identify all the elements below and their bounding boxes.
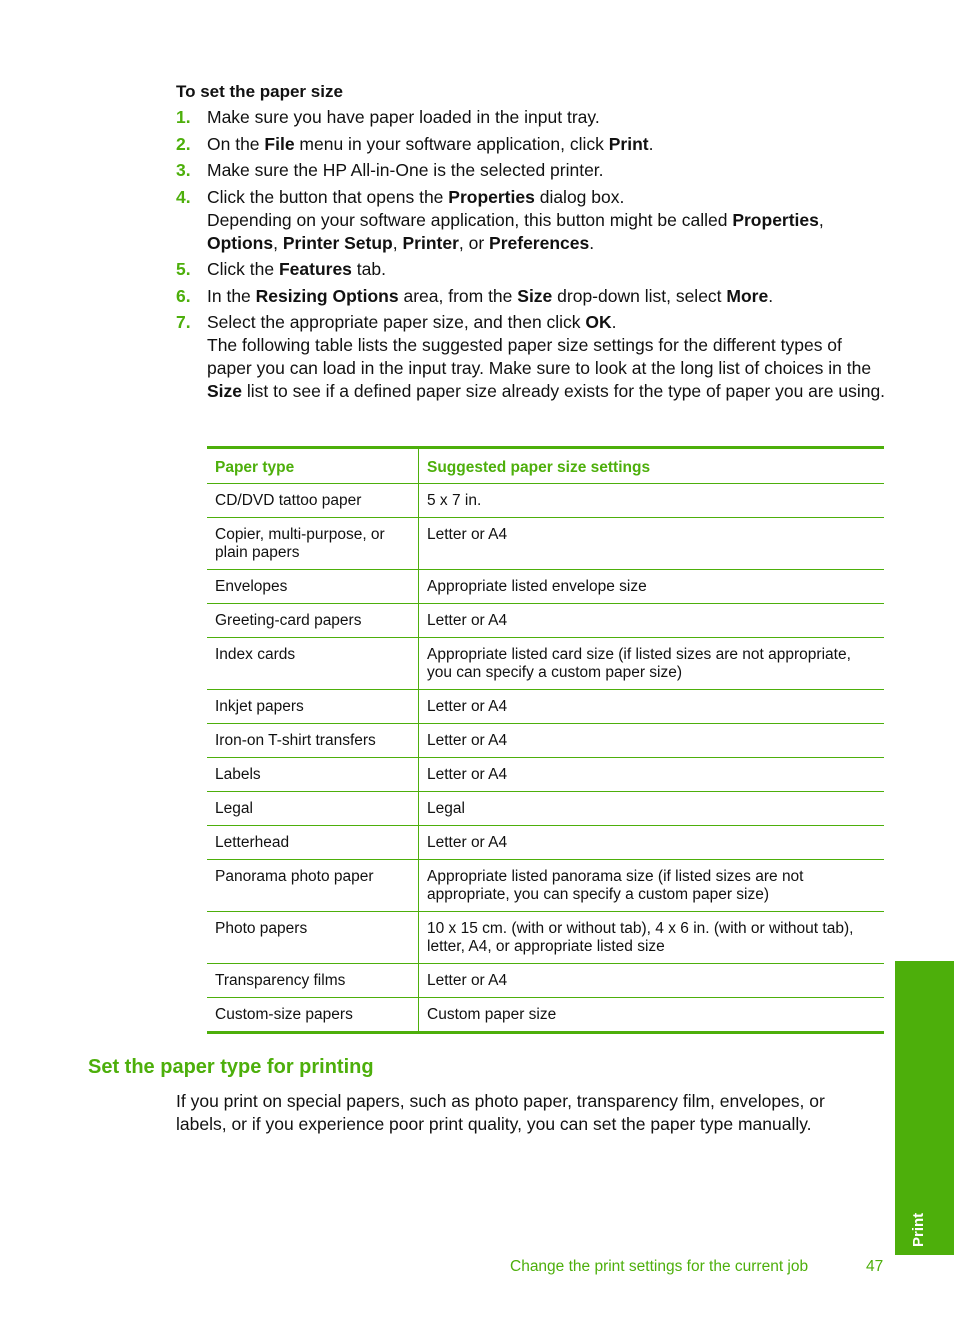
table-row	[207, 964, 884, 998]
step-5	[176, 258, 888, 281]
table-row	[207, 724, 884, 758]
column-header: Suggested paper size settings	[419, 448, 885, 484]
size-setting-cell: Legal	[419, 792, 885, 826]
size-setting-cell: 10 x 15 cm. (with or without tab), 4 x 6 in. (with or without tab), letter, A4, or appropriate listed size	[419, 912, 885, 964]
page-number: 47	[866, 1258, 884, 1275]
table-row	[207, 860, 884, 912]
size-setting-cell: Letter or A4	[419, 518, 885, 570]
size-setting-cell: Appropriate listed card size (if listed sizes are not appropriate, you can specify a custom paper size)	[419, 638, 885, 690]
step-text: Make sure you have paper loaded in the input tray.	[207, 107, 600, 127]
paper-type-cell: Iron-on T-shirt transfers	[207, 724, 419, 758]
step-3	[176, 159, 888, 182]
table-row	[207, 570, 884, 604]
step-text: On the File menu in your software application, click Print.	[207, 133, 654, 154]
step-7	[176, 311, 888, 403]
step-number: 1.	[176, 107, 191, 127]
paper-type-cell: Greeting-card papers	[207, 604, 419, 638]
step-text: Select the appropriate paper size, and then click OK.	[207, 312, 617, 332]
table-row	[207, 998, 884, 1033]
step-number: 5.	[176, 259, 191, 279]
table-row	[207, 912, 884, 964]
table-row	[207, 690, 884, 724]
step-2	[176, 133, 888, 156]
column-header: Paper type	[207, 448, 419, 484]
paper-type-cell: Index cards	[207, 638, 419, 690]
size-setting-cell: Letter or A4	[419, 826, 885, 860]
step-text: In the Resizing Options area, from the Size drop-down list, select More.	[207, 285, 774, 306]
step-number: 7.	[176, 312, 191, 332]
step-number: 4.	[176, 186, 191, 207]
paper-type-cell: Envelopes	[207, 570, 419, 604]
table-row	[207, 638, 884, 690]
paper-type-cell: Copier, multi-purpose, or plain papers	[207, 518, 419, 570]
size-setting-cell: Appropriate listed panorama size (if listed sizes are not appropriate, you can specify a custom paper size)	[419, 860, 885, 912]
paper-type-cell: Panorama photo paper	[207, 860, 419, 912]
size-setting-cell: Letter or A4	[419, 690, 885, 724]
step-note: The following table lists the suggested paper size settings for the different types of paper you can load in the input tray. Make sure to look at the long list of choices in the Size list to see if a defined paper size already exists for the type of paper you are using.	[207, 335, 886, 401]
step-number: 3.	[176, 160, 191, 180]
table-header-row	[207, 448, 884, 484]
paper-type-cell: Letterhead	[207, 826, 419, 860]
paper-type-cell: Legal	[207, 792, 419, 826]
paper-type-cell: Custom-size papers	[207, 998, 419, 1033]
chapter-side-tab	[895, 961, 954, 1255]
size-setting-cell: Letter or A4	[419, 604, 885, 638]
procedure-title: To set the paper size	[176, 82, 343, 101]
paper-type-cell: Photo papers	[207, 912, 419, 964]
paper-type-cell: Inkjet papers	[207, 690, 419, 724]
section-paragraph: If you print on special papers, such as photo paper, transparency film, envelopes, or labels, or if you experience poor print quality, you can set the paper type manually.	[176, 1091, 825, 1134]
table-row	[207, 792, 884, 826]
footer-chapter-title: Change the print settings for the current job	[510, 1258, 809, 1275]
table-row	[207, 826, 884, 860]
paper-type-cell: Labels	[207, 758, 419, 792]
table-row	[207, 518, 884, 570]
size-setting-cell: Letter or A4	[419, 724, 885, 758]
step-1	[176, 106, 888, 129]
size-setting-cell: Custom paper size	[427, 1006, 557, 1023]
step-number: 2.	[176, 133, 191, 154]
step-number: 6.	[176, 285, 191, 306]
table-row	[207, 604, 884, 638]
step-text: Make sure the HP All-in-One is the selected printer.	[207, 160, 604, 180]
section-heading: Set the paper type for printing	[88, 1056, 374, 1078]
step-note: Depending on your software application, this button might be called Properties, Options, Printer Setup, Printer, or Preferences.	[207, 209, 824, 253]
size-setting-cell: Appropriate listed envelope size	[419, 570, 885, 604]
paper-size-table	[207, 446, 884, 1034]
procedure-steps	[176, 106, 888, 407]
size-setting-cell: Letter or A4	[419, 964, 885, 998]
step-6	[176, 285, 888, 308]
paper-type-cell: Transparency films	[207, 964, 419, 998]
size-setting-cell: Letter or A4	[419, 758, 885, 792]
paper-type-cell: CD/DVD tattoo paper	[207, 484, 419, 518]
step-4	[176, 186, 888, 255]
table-row	[207, 484, 884, 518]
step-text: Click the button that opens the Properties dialog box.	[207, 186, 625, 207]
step-text: Click the Features tab.	[207, 259, 386, 279]
side-tab-label: Print	[910, 1212, 927, 1247]
table-row	[207, 758, 884, 792]
size-setting-cell: 5 x 7 in.	[419, 484, 885, 518]
